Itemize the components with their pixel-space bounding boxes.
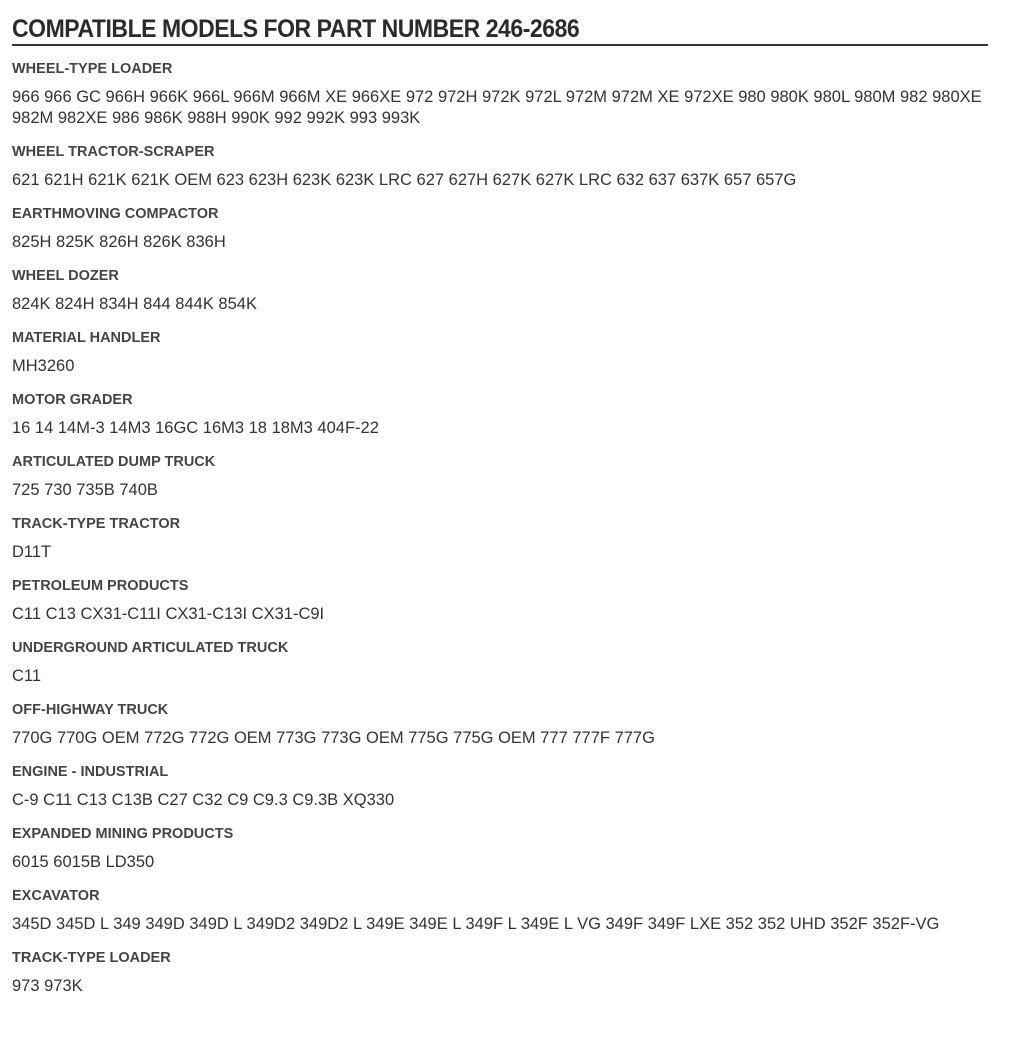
section-models: C11 xyxy=(12,667,42,685)
section-heading: TRACK-TYPE TRACTOR xyxy=(12,516,181,532)
section-off-highway-truck xyxy=(12,687,988,749)
section-motor-grader xyxy=(12,377,988,439)
section-expanded-mining-products xyxy=(12,811,988,873)
section-heading: ARTICULATED DUMP TRUCK xyxy=(12,454,216,470)
compatible-models-page xyxy=(12,0,988,997)
section-models: D11T xyxy=(12,543,52,561)
section-heading: MOTOR GRADER xyxy=(12,392,133,408)
section-heading: WHEEL TRACTOR-SCRAPER xyxy=(12,144,215,160)
section-heading: TRACK-TYPE LOADER xyxy=(12,950,171,966)
section-heading: UNDERGROUND ARTICULATED TRUCK xyxy=(12,640,289,656)
section-heading: MATERIAL HANDLER xyxy=(12,330,161,346)
section-models: 725 730 735B 740B xyxy=(12,481,158,499)
section-heading: OFF-HIGHWAY TRUCK xyxy=(12,702,169,718)
section-heading: WHEEL-TYPE LOADER xyxy=(12,61,173,77)
section-models: 825H 825K 826H 826K 836H xyxy=(12,233,226,251)
section-excavator xyxy=(12,873,988,935)
section-heading: ENGINE - INDUSTRIAL xyxy=(12,764,169,780)
section-petroleum-products xyxy=(12,563,988,625)
section-heading: EARTHMOVING COMPACTOR xyxy=(12,206,219,222)
section-models: C-9 C11 C13 C13B C27 C32 C9 C9.3 C9.3B XQ330 xyxy=(12,791,395,809)
section-models: MH3260 xyxy=(12,357,75,375)
section-track-type-loader xyxy=(12,935,988,997)
section-models: 16 14 14M-3 14M3 16GC 16M3 18 18M3 404F-22 xyxy=(12,419,379,437)
section-heading: EXPANDED MINING PRODUCTS xyxy=(12,826,234,842)
section-models: 824K 824H 834H 844 844K 854K xyxy=(12,295,257,313)
section-models: 6015 6015B LD350 xyxy=(12,853,155,871)
section-heading: EXCAVATOR xyxy=(12,888,100,904)
section-track-type-tractor xyxy=(12,501,988,563)
section-models: 770G 770G OEM 772G 772G OEM 773G 773G OEM 775G 775G OEM 777 777F 777G xyxy=(12,729,655,747)
section-wheel-dozer xyxy=(12,253,988,315)
section-engine-industrial xyxy=(12,749,988,811)
page-title: COMPATIBLE MODELS FOR PART NUMBER 246-2686 xyxy=(12,15,580,43)
section-models: 621 621H 621K 621K OEM 623 623H 623K 623K LRC 627 627H 627K 627K LRC 632 637 637K 657 657G xyxy=(12,171,797,189)
section-models: 966 966 GC 966H 966K 966L 966M 966M XE 966XE 972 972H 972K 972L 972M 972M XE 972XE 980 980K 980L 980M 982 980XE 982M 982XE 986 986K 988H 990K 992 992K 993 993K xyxy=(12,88,982,127)
section-heading: PETROLEUM PRODUCTS xyxy=(12,578,189,594)
section-underground-articulated-truck xyxy=(12,625,988,687)
section-models: 973 973K xyxy=(12,977,83,995)
section-articulated-dump-truck xyxy=(12,439,988,501)
section-wheel-type-loader xyxy=(12,46,988,129)
section-models: C11 C13 CX31-C11I CX31-C13I CX31-C9I xyxy=(12,605,325,623)
section-material-handler xyxy=(12,315,988,377)
section-earthmoving-compactor xyxy=(12,191,988,253)
section-models: 345D 345D L 349 349D 349D L 349D2 349D2 L 349E 349E L 349F L 349E L VG 349F 349F LXE 352 352 UHD 352F 352F-VG xyxy=(12,915,940,933)
section-wheel-tractor-scraper xyxy=(12,129,988,191)
section-heading: WHEEL DOZER xyxy=(12,268,119,284)
